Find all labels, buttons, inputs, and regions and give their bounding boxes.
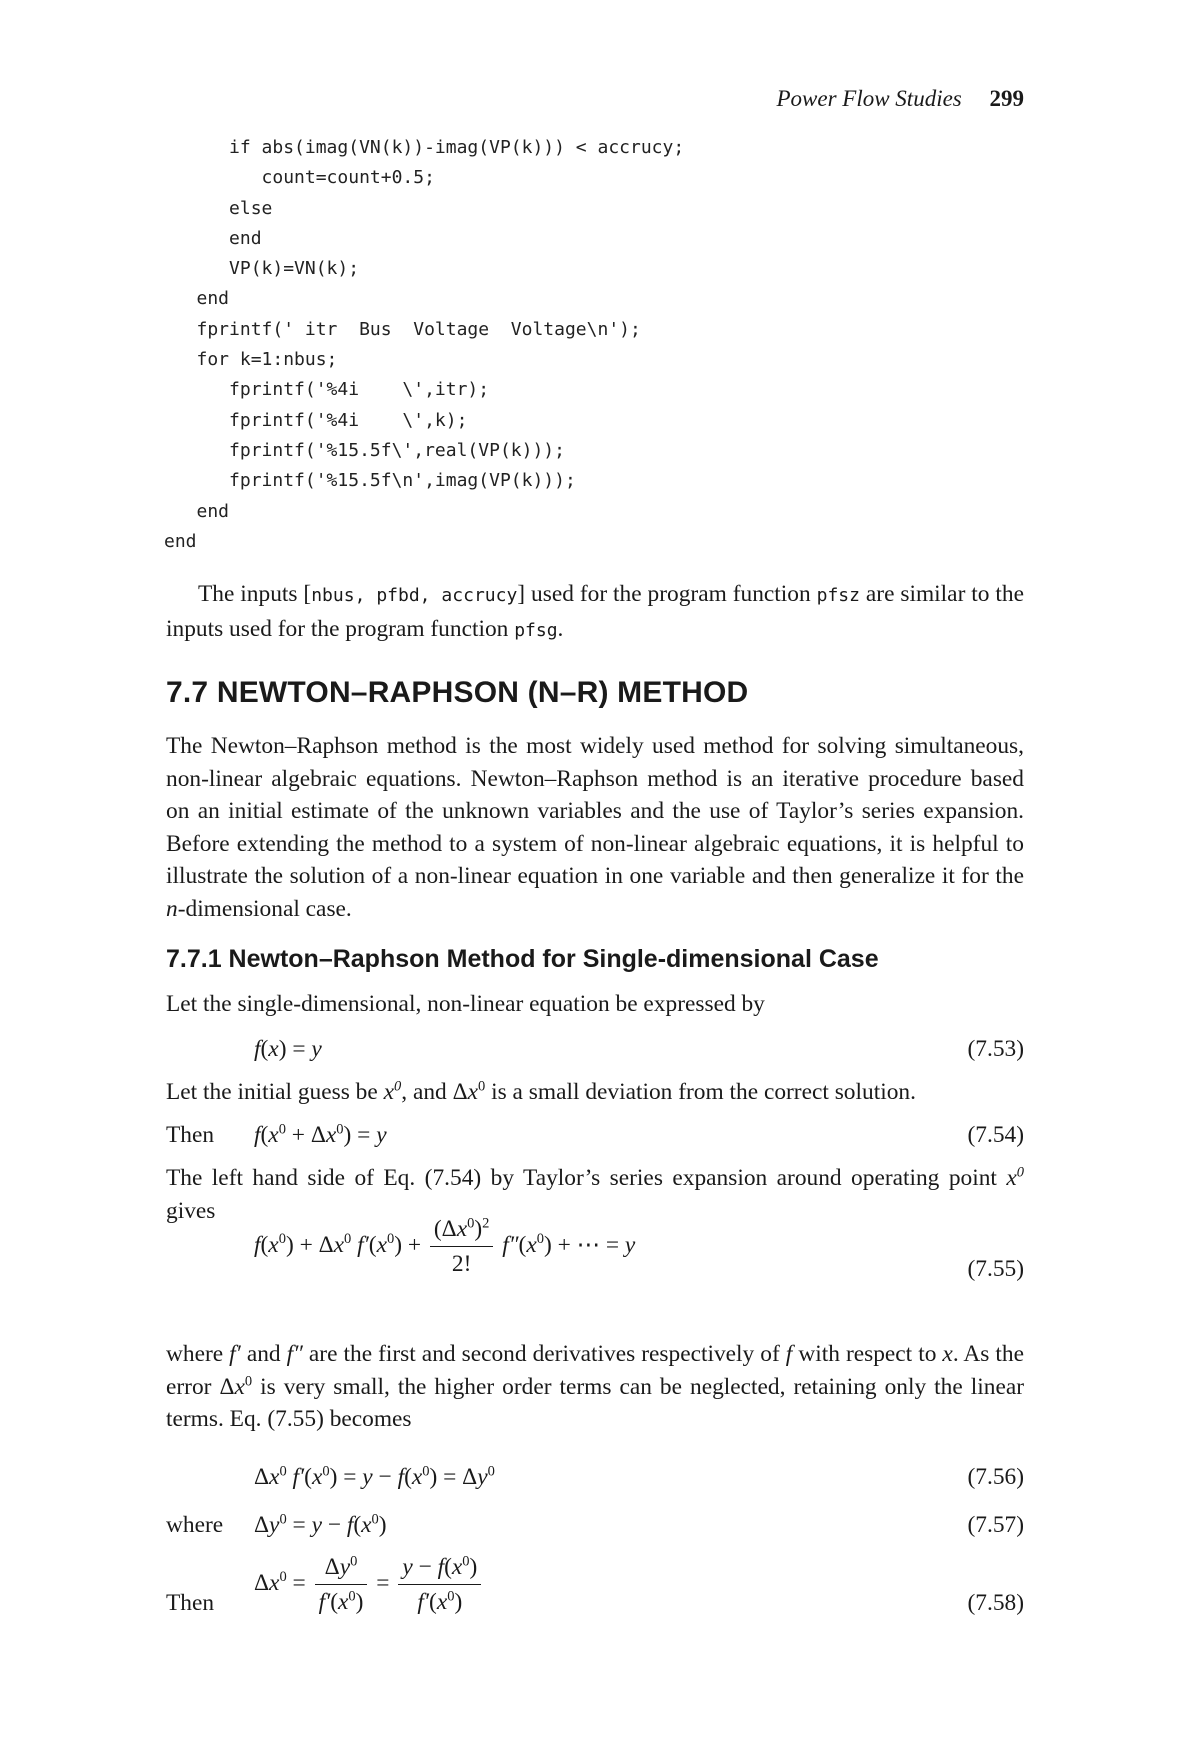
code-line: fprintf('%4i \',itr); — [164, 379, 490, 401]
text-span: is very small, the higher order terms can be neglected, retaining only the linear terms. Eq. (7.55) becomes — [166, 1373, 1024, 1432]
equation-body: $\Delta x^0$ $f'(x^0) = y - f(x^0) = \Delta y^0$ — [254, 1463, 495, 1490]
text-span: are similar to the inputs used for the program function — [166, 581, 1024, 642]
inputs-paragraph — [166, 578, 1024, 647]
text-span: . — [557, 615, 564, 642]
math-var: n — [166, 895, 178, 922]
code-line: if abs(imag(VN(k))-imag(VP(k))) < accrucy; — [164, 137, 685, 158]
math-dx0: $\Delta x^0$ — [452, 1078, 486, 1105]
equation-number: (7.58) — [967, 1590, 1024, 1616]
equation-number: (7.57) — [967, 1512, 1024, 1538]
equation-number: (7.56) — [967, 1464, 1024, 1490]
equation-body: f(x) = y — [254, 1036, 322, 1062]
equation-7-56 — [166, 1460, 1024, 1494]
text-span: The inputs [ — [198, 581, 312, 607]
text-span: with respect to — [792, 1341, 943, 1367]
equation-number: (7.53) — [967, 1036, 1024, 1062]
code-line: else — [164, 197, 273, 219]
intro-paragraph — [166, 730, 1024, 925]
code-line: VP(k)=VN(k); — [164, 258, 360, 280]
fraction: $\frac{y - f(x^0)}{f'(x^0)}$ — [398, 1552, 481, 1617]
text-span: and — [240, 1341, 287, 1367]
equation-body: $f(x^0) + \Delta x^0$ $f'(x^0)$ + $\frac{(\Delta x^0)^2}{2!}$ $f''(x^0)$ + ⋯ = y — [254, 1215, 636, 1277]
text-span: is a small deviation from the correct solution. — [485, 1079, 916, 1105]
code-line: end — [164, 500, 230, 522]
fraction: $\frac{(\Delta x^0)^2}{2!}$ — [430, 1214, 494, 1279]
text-span: The left hand side of Eq. (7.54) by Taylor’s series expansion around operating point — [166, 1165, 1007, 1191]
math-dx0: $\Delta x^0$ — [219, 1372, 253, 1400]
math-f: f — [785, 1341, 793, 1367]
code-line: fprintf('%15.5f\',real(VP(k))); — [164, 439, 565, 461]
math-x: x — [942, 1341, 953, 1367]
subsection-heading: 7.7.1 Newton–Raphson Method for Single-dimensional Case — [166, 945, 879, 973]
code-span: pfsz — [816, 585, 860, 606]
where-label: where — [166, 1512, 224, 1538]
code-line: fprintf(' itr Bus Voltage Voltage\n'); — [164, 318, 641, 340]
equation-7-57 — [166, 1508, 1024, 1542]
code-line: end — [164, 530, 197, 552]
equation-7-54 — [166, 1118, 1024, 1152]
page-number: 299 — [989, 86, 1024, 111]
text-span: gives — [166, 1197, 216, 1224]
equation-number: (7.55) — [967, 1256, 1024, 1282]
math-fdoubleprime: f″ — [286, 1341, 303, 1367]
guess-paragraph — [166, 1076, 1024, 1109]
code-line: end — [164, 288, 230, 310]
equation-body: $\Delta y^0 = y - f(x^0)$ — [254, 1511, 387, 1538]
text-span: . As the error — [166, 1341, 1024, 1400]
text-span: are the first and second derivatives respectively of — [302, 1341, 786, 1367]
equation-body: $f(x^0 + \Delta x^0) = y$ — [254, 1121, 387, 1148]
text-span: ] used for the program function — [517, 581, 817, 607]
equation-number: (7.54) — [967, 1122, 1024, 1148]
code-span: nbus, pfbd, accrucy — [311, 585, 518, 606]
let-line: Let the single-dimensional, non-linear equation be expressed by — [166, 991, 765, 1017]
code-line: for k=1:nbus; — [164, 349, 338, 371]
where-paragraph — [166, 1338, 1024, 1436]
code-listing — [164, 133, 684, 557]
text-span: , and — [401, 1079, 453, 1105]
text-span: The Newton–Raphson method is the most widely used method for solving simultaneous, non-linear algebraic equations. Newton–Raphson method is an iterative procedure based on an initial estimate of the unknown variables and the use of Taylor’s series expansion. Before extending the method to a system of non-linear algebraic equations, it is helpful to illustrate the solution of a non-linear equation in one variable and then generalize it for the — [166, 733, 1024, 889]
equation-body: $\Delta x^0$ = $\frac{\Delta y^0}{f'(x^0)}$ = $\frac{y - f(x^0)}{f'(x^0)}$ — [254, 1552, 484, 1617]
then-label: Then — [166, 1590, 215, 1616]
text-span: where — [166, 1341, 230, 1367]
code-line: end — [164, 227, 262, 249]
factorial: 2! — [451, 1251, 472, 1277]
code-line: fprintf('%15.5f\n',imag(VP(k))); — [164, 470, 576, 492]
text-span: -dimensional case. — [177, 895, 352, 922]
text-span: Let the initial guess be — [166, 1079, 384, 1105]
math-x0: $x^0$ — [1006, 1164, 1024, 1191]
then-label: Then — [166, 1122, 215, 1148]
code-line: fprintf('%4i \',k); — [164, 409, 468, 431]
section-heading: 7.7 NEWTON–RAPHSON (N–R) METHOD — [166, 676, 749, 709]
running-head-title: Power Flow Studies — [776, 86, 962, 111]
running-head — [776, 86, 1024, 112]
equation-7-58 — [166, 1553, 1024, 1620]
code-line: count=count+0.5; — [164, 167, 435, 189]
equation-7-55 — [166, 1215, 1024, 1286]
equation-7-53 — [166, 1032, 1024, 1066]
fraction: $\frac{\Delta y^0}{f'(x^0)}$ — [315, 1552, 368, 1617]
math-x0: $x^0$ — [383, 1078, 402, 1105]
code-span: pfsg — [514, 619, 558, 641]
math-fprime: f′ — [229, 1341, 241, 1367]
